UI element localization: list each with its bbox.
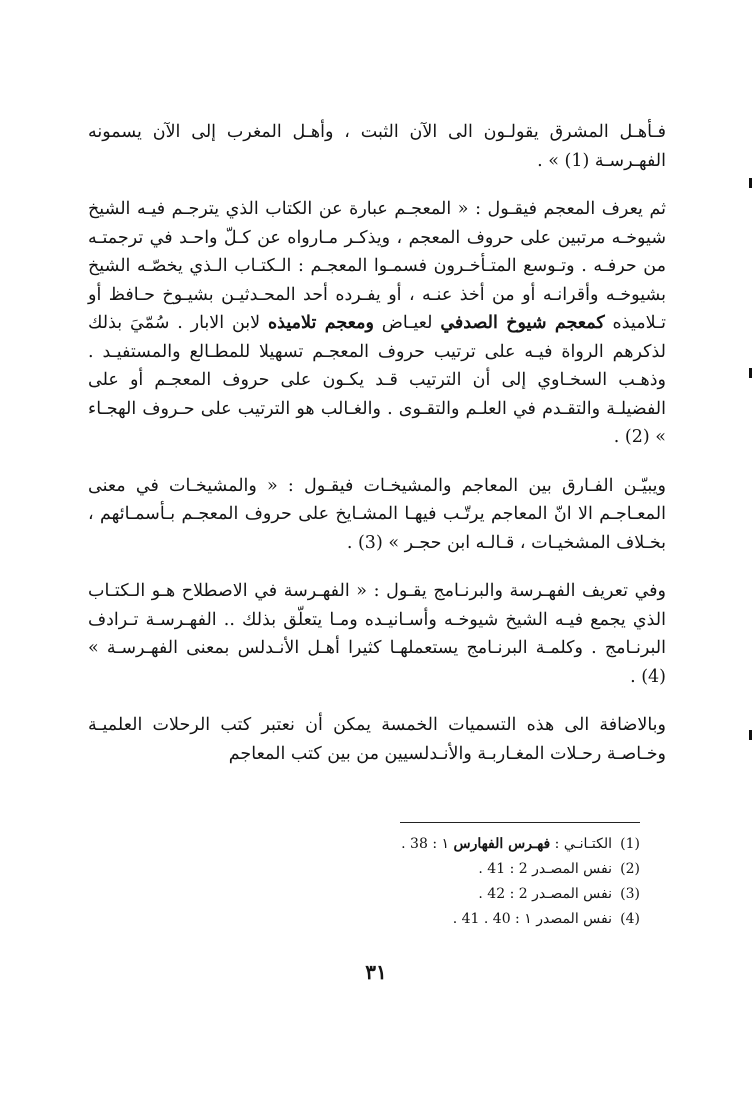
body-text [88, 118, 666, 788]
text-run: الكتـانـي : [550, 836, 612, 852]
footnote-number: (2) [620, 861, 640, 877]
text-run: وبالاضافة الى هذه التسميات الخمسة يمكن أن نعتبر كتب الرحلات العلميـة وخـاصـة رحـلات المغـاربـة والأنـدلسيين من بين كتب المعاجم [88, 715, 666, 764]
footnote-3 [180, 882, 640, 907]
footnotes [180, 832, 640, 932]
footnote-4 [180, 907, 640, 932]
text-run: لابن الابار . سُمّيَ بذلك لذكرهم الرواة فيـه على ترتيب حروف المعجـم تسهيلا للمطـالع والمستفيـد . وذهـب السخـاوي إلى أن الترتيب قـد يكـون على حروف المعجـم أو على الفضيلـة والتقـدم في العلـم والتقـوى . والغـالب هو الترتيب على حـروف الهجـاء » (2) . [88, 313, 666, 447]
paragraph-2 [88, 195, 666, 452]
text-run: ويبيّـن الفـارق بين المعاجم والمشيخـات فيقـول : « والمشيخـات في معنى المعـاجـم الا انّ المعاجم يرتّـب فيهـا المشـايخ على حروف المعجـم بـأسمـائهم ، بخـلاف المشخيـات ، قـالـه ابن حجـر » (3) . [88, 475, 666, 553]
footnote-1 [180, 832, 640, 857]
text-run: لعيـاض [373, 313, 441, 333]
text-run: فـأهـل المشرق يقولـون الى الآن الثبت ، وأهـل المغرب إلى الآن يسمونه الفهـرسـة (1) » . [88, 122, 666, 171]
footnote-2 [180, 857, 640, 882]
paragraph-4 [88, 577, 666, 691]
footnote-divider [400, 822, 640, 823]
text-run: نفس المصـدر 2 : 42 . [478, 886, 612, 902]
bold-book-title: فهـرس الفهارس [453, 836, 551, 852]
bold-book-title: ومعجم تلاميذه [268, 313, 374, 333]
paragraph-5 [88, 711, 666, 768]
text-run: ١ : 38 . [401, 836, 454, 852]
footnote-number: (4) [620, 911, 640, 927]
paragraph-1 [88, 118, 666, 175]
text-run: نفس المصـدر 2 : 41 . [478, 861, 612, 877]
paragraph-3 [88, 472, 666, 558]
footnote-number: (1) [620, 836, 640, 852]
footnote-number: (3) [620, 886, 640, 902]
bold-book-title: كمعجم شيوخ الصدفي [440, 313, 605, 333]
text-run: ثم يعرف المعجم فيقـول : « المعجـم عبارة عن الكتاب الذي يترجـم فيـه الشيخ شيوخـه مرتبين على حروف المعجم ، ويذكـر مـارواه عن كـلّ واحـد في ترجمتـه من حرفـه . وتـوسع المتـأخـرون فسمـوا المعجـم : الـكتـاب الـذي يخصّـه الشيخ بشيوخـه وأقرانـه أو من أخذ عنـه ، أو يفـرده أحد المحـدثيـن بشيـوخ حـافظ أو تـلاميذه [88, 199, 667, 333]
page-number: ٣١ [365, 960, 387, 984]
text-run: نفس المصدر ١ : 40 . 41 . [452, 911, 612, 927]
text-run: وفي تعريف الفهـرسة والبرنـامج يقـول : « الفهـرسة في الاصطلاح هـو الـكتـاب الذي يجمع فيـه الشيخ شيوخـه وأسـانيـده ومـا يتعلّق بذلك .. الفهـرسـة تـرادف البرنـامج . وكلمـة البرنـامج يستعملهـا كثيرا أهـل الأنـدلس بمعنى الفهـرسـة » (4) . [88, 581, 666, 687]
